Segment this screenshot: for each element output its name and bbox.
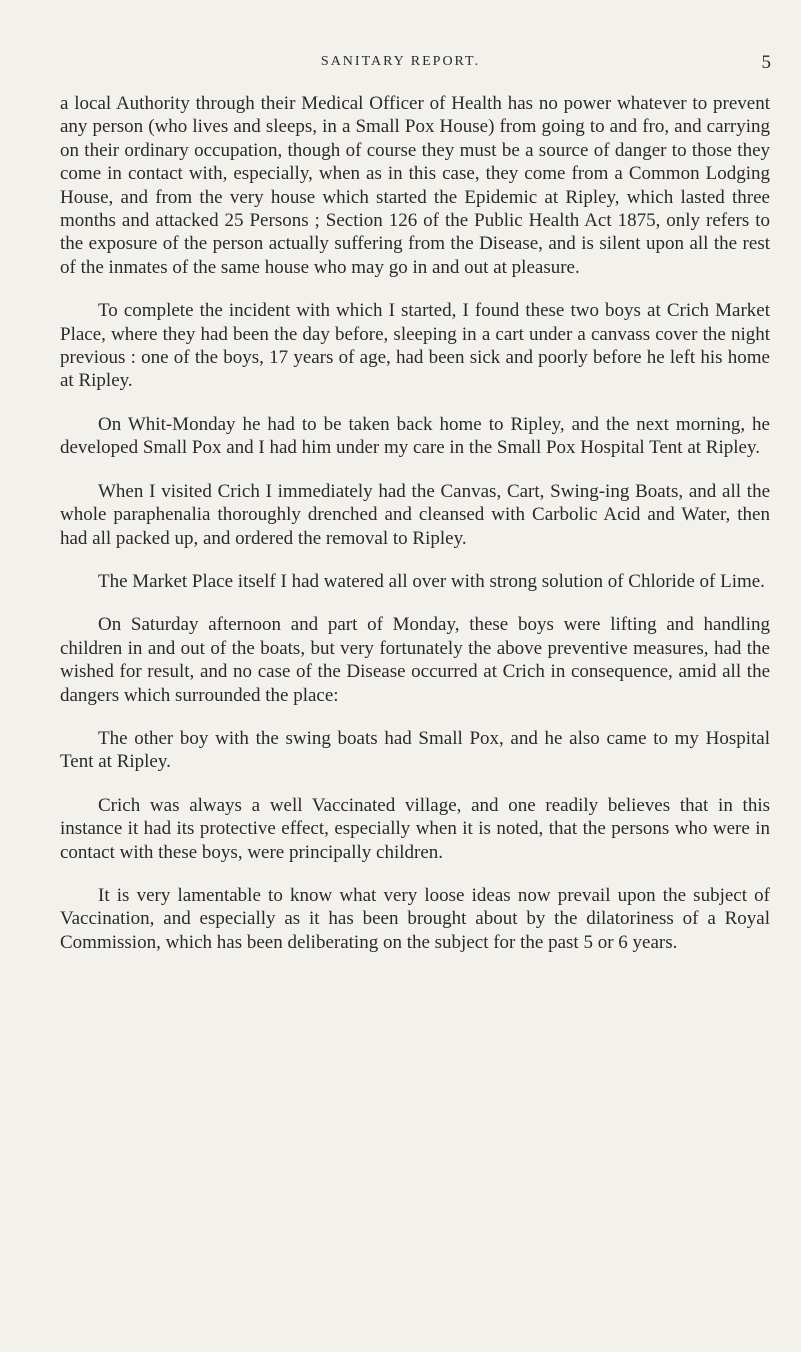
page-number: 5 [761,52,771,73]
text-body [60,92,770,974]
paragraph-market-place: The Market Place itself I had watered all over with strong solution of Chloride of Lime. [98,570,765,592]
paragraph-saturday: On Saturday afternoon and part of Monday, these boys were lifting and handling children in and out of the boats, but very fortunately the above preventive measures, had the wished for result, and no case of the Disease occurred at Crich in consequence, amid all the dangers which surrounded the place: [60,614,770,706]
paragraph-disinfection: When I visited Crich I immediately had the Canvas, Cart, Swing-ing Boats, and all the whole paraphenalia thoroughly drenched and cleansed with Carbolic Acid and Water, then had all packed up, and ordered the removal to Ripley. [60,480,770,549]
running-head [0,52,801,74]
paragraph-vaccinated-village: Crich was always a well Vaccinated village, and one readily believes that in this instance it had its protective effect, especially when it is noted, that the persons who were in contact with these boys, were principally children. [60,794,770,863]
paragraph-vaccination-ideas: It is very lamentable to know what very loose ideas now prevail upon the subject of Vaccination, and especially as it has been brought about by the dilatoriness of a Royal Commission, which has been deliberating on the subject for the past 5 or 6 years. [60,884,770,953]
paragraph-crich-market: To complete the incident with which I started, I found these two boys at Crich Market Place, where they had been the day before, sleeping in a cart under a canvass cover the night previous : one of the boys, 17 years of age, had been sick and poorly before he left his home at Ripley. [60,300,770,392]
paragraph-continuation: a local Authority through their Medical Officer of Health has no power whatever to prevent any person (who lives and sleeps, in a Small Pox House) from going to and fro, and carrying on their ordinary occupation, though of course they must be a source of danger to those they come in contact with, especially, when as in this case, they come from a Common Lodging House, and from the very house which started the Epidemic at Ripley, which lasted three months and attacked 25 Persons ; Section 126 of the Public Health Act 1875, only refers to the exposure of the person actually suffering from the Disease, and is silent upon all the rest of the inmates of the same house who may go in and out at pleasure. [60,93,770,278]
running-title: SANITARY REPORT. [320,54,481,69]
paragraph-whit-monday: On Whit-Monday he had to be taken back home to Ripley, and the next morning, he developed Small Pox and I had him under my care in the Small Pox Hospital Tent at Ripley. [60,413,770,459]
paragraph-other-boy: The other boy with the swing boats had Small Pox, and he also came to my Hospital Tent at Ripley. [60,727,770,773]
